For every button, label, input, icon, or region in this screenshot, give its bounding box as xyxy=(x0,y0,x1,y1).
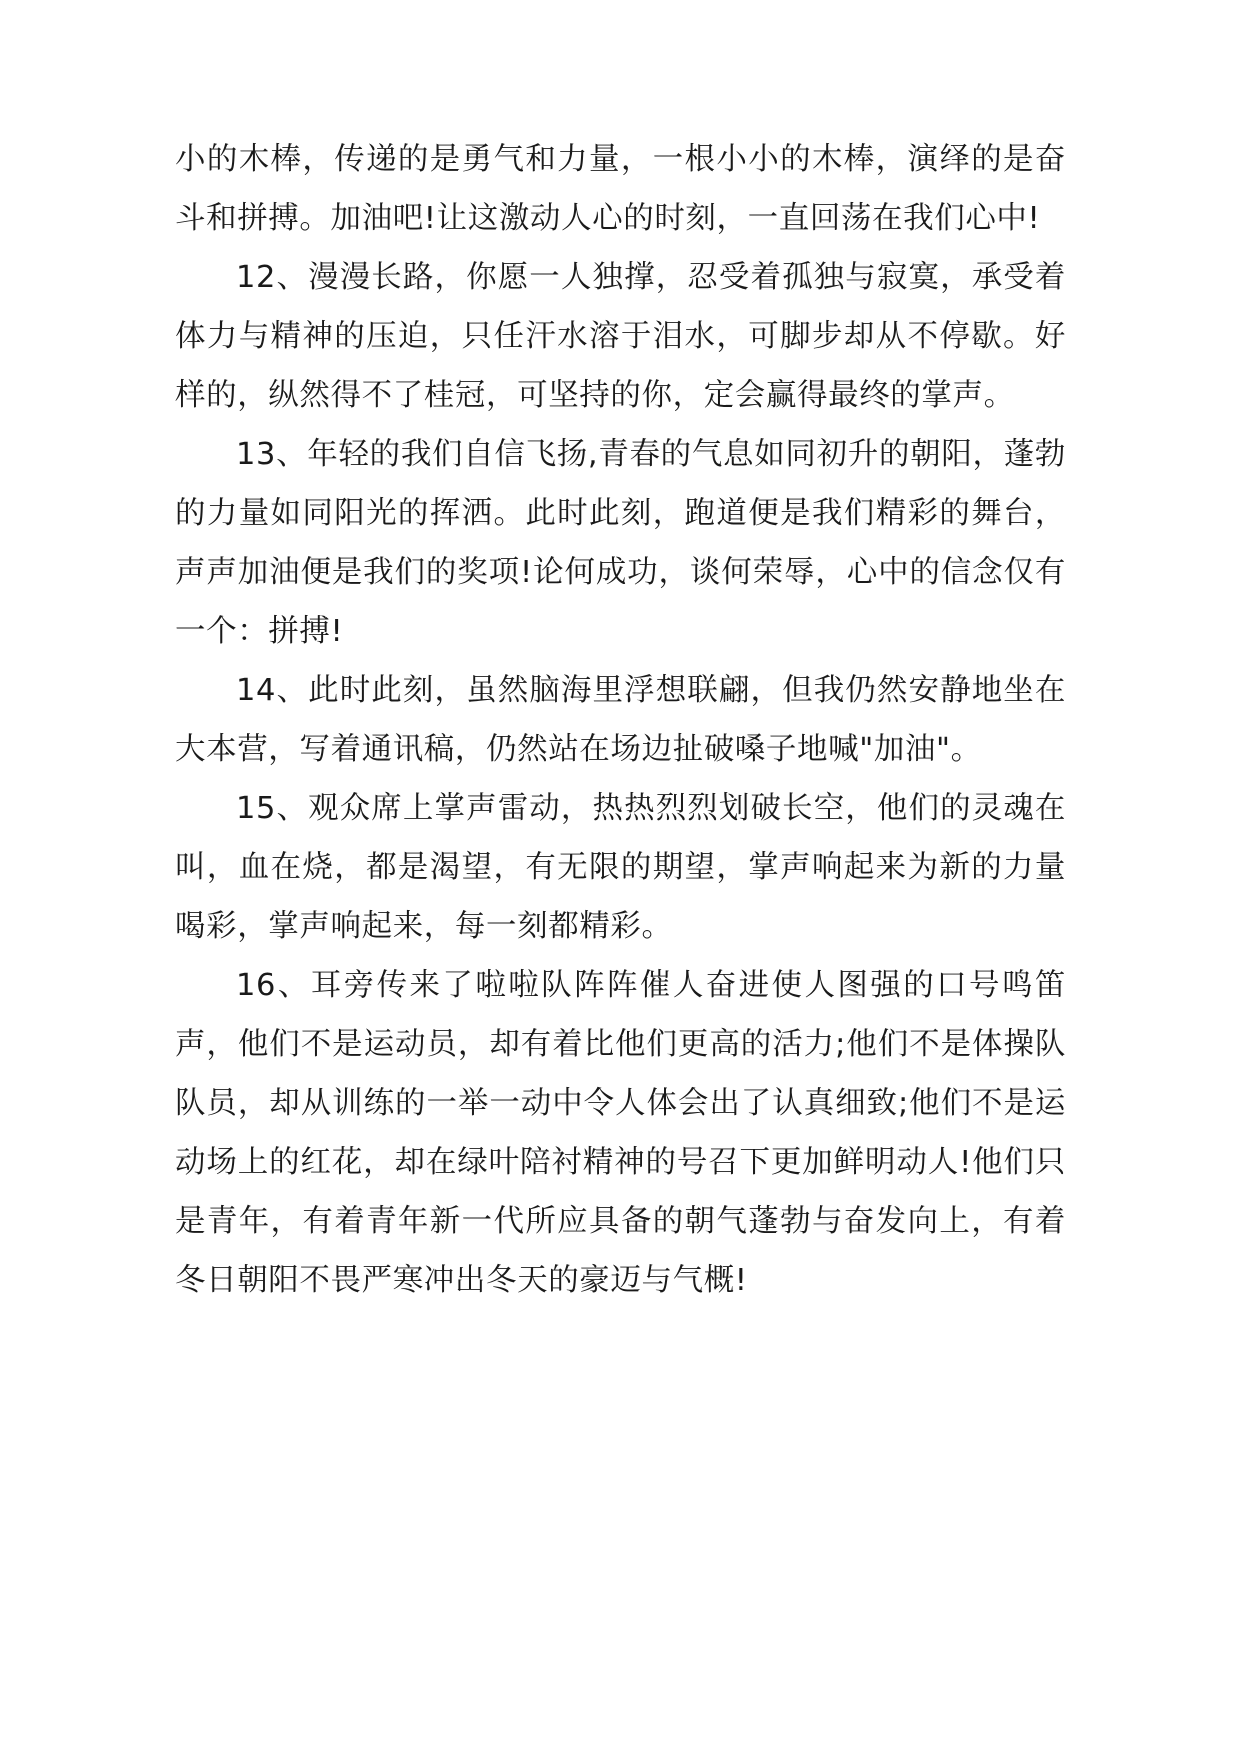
paragraph: 小的木棒，传递的是勇气和力量，一根小小的木棒，演绎的是奋斗和拼搏。加油吧!让这激动人心的时刻，一直回荡在我们心中! xyxy=(175,142,1066,236)
paragraph: 15、观众席上掌声雷动，热热烈烈划破长空，他们的灵魂在叫，血在烧，都是渴望，有无限的期望，掌声响起来为新的力量喝彩，掌声响起来，每一刻都精彩。 xyxy=(175,791,1066,944)
document-body xyxy=(175,130,1066,1310)
paragraph: 14、此时此刻，虽然脑海里浮想联翩，但我仍然安静地坐在大本营，写着通讯稿，仍然站在场边扯破嗓子地喊"加油"。 xyxy=(175,673,1066,767)
paragraph: 12、漫漫长路，你愿一人独撑，忍受着孤独与寂寞，承受着体力与精神的压迫，只任汗水溶于泪水，可脚步却从不停歇。好样的，纵然得不了桂冠，可坚持的你，定会赢得最终的掌声。 xyxy=(175,260,1066,413)
paragraph: 13、年轻的我们自信飞扬,青春的气息如同初升的朝阳，蓬勃的力量如同阳光的挥洒。此时此刻，跑道便是我们精彩的舞台，声声加油便是我们的奖项!论何成功，谈何荣辱，心中的信念仅有一个：拼搏! xyxy=(175,437,1066,649)
paragraph: 16、耳旁传来了啦啦队阵阵催人奋进使人图强的口号鸣笛声，他们不是运动员，却有着比他们更高的活力;他们不是体操队队员，却从训练的一举一动中令人体会出了认真细致;他们不是运动场上的红花，却在绿叶陪衬精神的号召下更加鲜明动人!他们只是青年，有着青年新一代所应具备的朝气蓬勃与奋发向上，有着冬日朝阳不畏严寒冲出冬天的豪迈与气概! xyxy=(175,968,1066,1298)
